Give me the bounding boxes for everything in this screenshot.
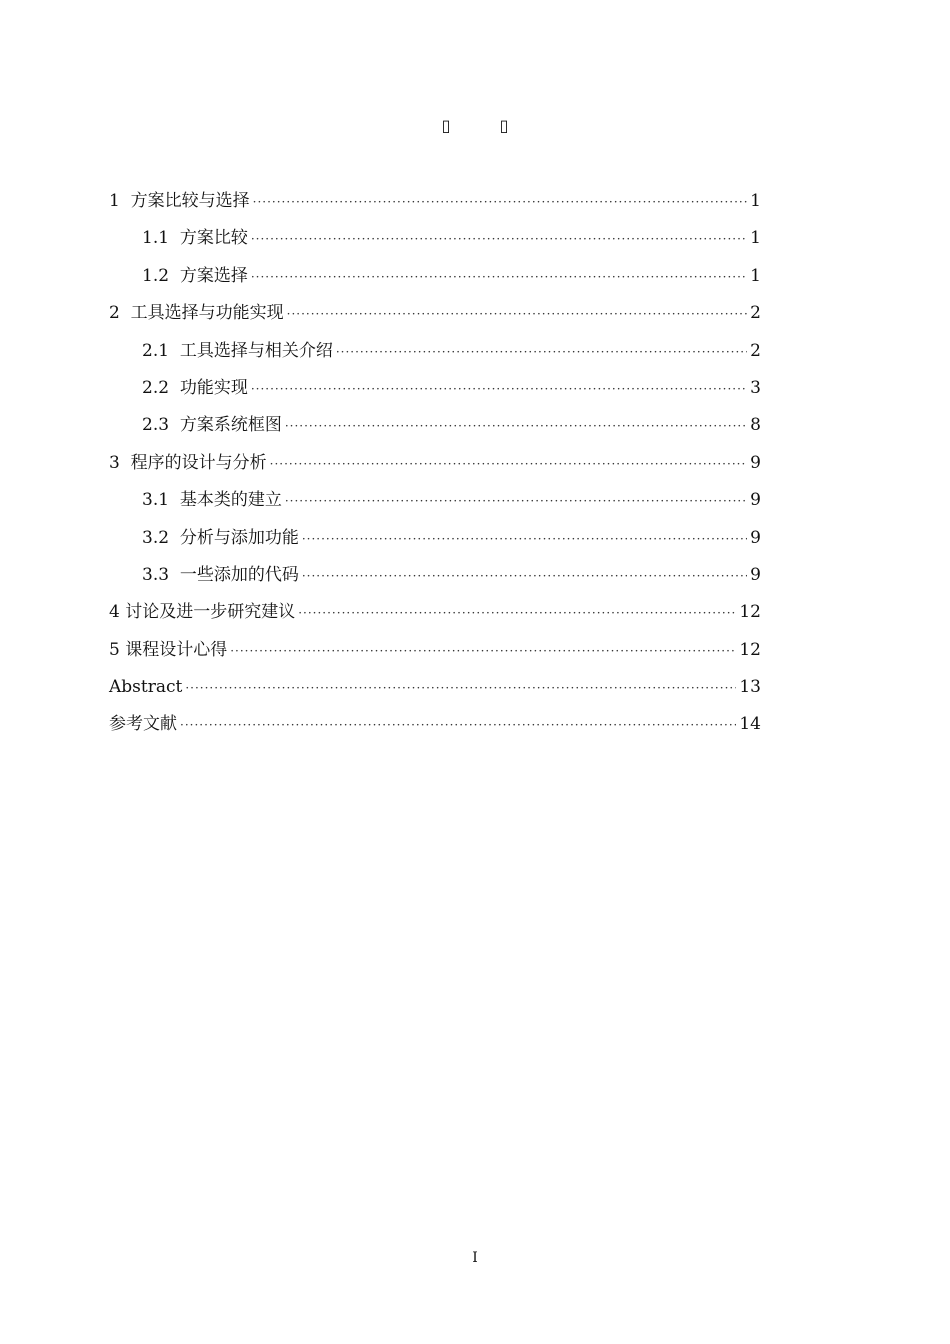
toc-dot-leader <box>251 264 747 290</box>
toc-entry-title: 方案系统框图 <box>179 415 282 436</box>
toc-dot-leader <box>285 413 747 439</box>
toc-entry-number: 5 <box>109 639 126 660</box>
toc-entry-number: 3.2 <box>142 527 180 548</box>
toc-title-char-2: ▯ <box>499 116 509 135</box>
toc-entry-page: 9 <box>750 452 761 473</box>
toc-dot-leader <box>302 563 747 589</box>
toc-entry-number: 4 <box>109 602 126 623</box>
toc-entry-title: 参考文献 <box>109 714 177 735</box>
toc-entry-number: 1 <box>109 191 131 211</box>
toc-entry-page: 1 <box>750 265 761 286</box>
toc-entry[interactable] <box>109 188 761 225</box>
toc-entry-number: 3.3 <box>142 564 180 585</box>
toc-entry-title: 方案比较 <box>179 228 248 249</box>
toc-dot-leader <box>285 488 747 514</box>
toc-entry[interactable] <box>109 300 761 337</box>
toc-entry[interactable] <box>109 525 761 562</box>
toc-entry-title: 方案比较与选择 <box>130 191 250 211</box>
toc-entry-title: Abstract <box>109 677 183 698</box>
toc-entry-page: 3 <box>750 377 761 398</box>
toc-entry-title: 基本类的建立 <box>179 490 282 511</box>
toc-entry-page: 8 <box>750 415 761 436</box>
toc-entry[interactable] <box>109 375 761 412</box>
toc-entry-title: 讨论及进一步研究建议 <box>125 602 296 623</box>
toc-entry-page: 12 <box>739 639 761 660</box>
toc-entry-page: 1 <box>750 191 761 211</box>
toc-entry-number: 2.2 <box>142 377 180 398</box>
toc-title-char-1: ▯ <box>441 116 451 135</box>
toc-dot-leader <box>287 301 748 327</box>
toc-entry-title: 课程设计心得 <box>125 639 228 660</box>
toc-entry-title: 分析与添加功能 <box>179 527 299 548</box>
toc-entry[interactable] <box>109 637 761 674</box>
toc-entry-title: 工具选择与相关介绍 <box>179 340 333 361</box>
toc-dot-leader <box>270 451 748 477</box>
toc-list <box>109 188 761 749</box>
toc-entry[interactable] <box>109 562 761 599</box>
toc-entry-number: 2.3 <box>142 415 180 436</box>
toc-entry-title: 一些添加的代码 <box>179 564 299 585</box>
toc-entry-number: 2 <box>109 303 131 324</box>
toc-entry[interactable] <box>109 711 761 748</box>
toc-entry[interactable] <box>109 263 761 300</box>
toc-dot-leader <box>336 339 747 365</box>
toc-entry-number: 3.1 <box>142 490 180 511</box>
toc-entry-page: 9 <box>750 527 761 548</box>
toc-entry-page: 9 <box>750 490 761 511</box>
toc-entry-title: 程序的设计与分析 <box>130 452 267 473</box>
toc-entry[interactable] <box>109 487 761 524</box>
toc-entry-page: 14 <box>739 714 761 735</box>
toc-dot-leader <box>251 376 747 402</box>
toc-entry-number: 1.2 <box>142 265 180 286</box>
toc-entry[interactable] <box>109 450 761 487</box>
toc-dot-leader <box>253 189 748 215</box>
toc-dot-leader <box>298 600 736 626</box>
toc-entry-page: 1 <box>750 228 761 249</box>
toc-entry-page: 13 <box>739 677 761 698</box>
toc-entry-page: 9 <box>750 564 761 585</box>
toc-entry-page: 12 <box>739 602 761 623</box>
toc-entry-page: 2 <box>750 303 761 324</box>
toc-entry[interactable] <box>109 338 761 375</box>
toc-entry-number: 1.1 <box>142 228 180 249</box>
toc-dot-leader <box>251 226 747 252</box>
toc-entry-number: 2.1 <box>142 340 180 361</box>
toc-entry[interactable] <box>109 225 761 262</box>
toc-entry[interactable] <box>109 412 761 449</box>
toc-entry-page: 2 <box>750 340 761 361</box>
toc-dot-leader <box>230 638 736 664</box>
toc-entry-number: 3 <box>109 452 131 473</box>
toc-dot-leader <box>180 712 736 738</box>
toc-entry-title: 工具选择与功能实现 <box>130 303 284 324</box>
toc-entry[interactable] <box>109 599 761 636</box>
toc-entry[interactable] <box>109 674 761 711</box>
toc-entry-title: 方案选择 <box>179 265 248 286</box>
toc-entry-title: 功能实现 <box>179 377 248 398</box>
toc-title <box>0 116 950 135</box>
page-number: I <box>472 1250 478 1266</box>
toc-dot-leader <box>185 675 736 701</box>
toc-dot-leader <box>302 526 747 552</box>
